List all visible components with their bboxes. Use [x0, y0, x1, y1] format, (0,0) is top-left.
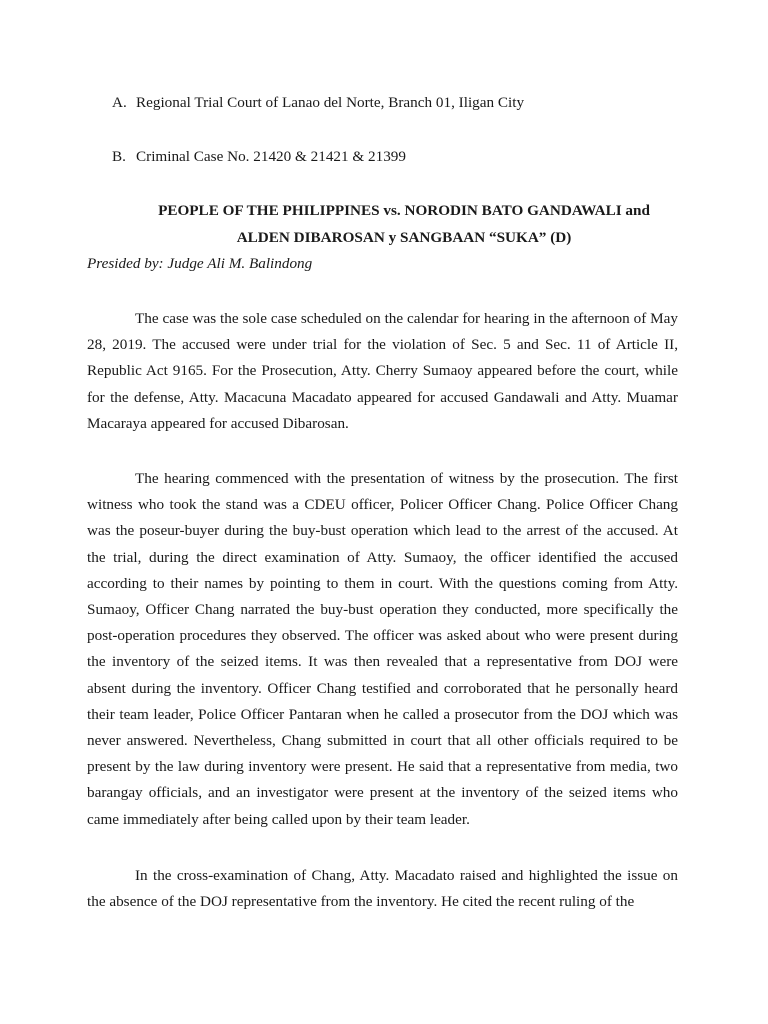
paragraph-cross-examination: In the cross-examination of Chang, Atty. Macadato raised and highlighted the issue on the absence of the DOJ representative from the inventory. He cited the recent ruling of the	[87, 867, 678, 911]
case-title-line-2: ALDEN DIBAROSAN y SANGBAAN “SUKA” (D)	[236, 229, 572, 246]
list-marker-b: B.	[112, 148, 126, 165]
case-title-line-1: PEOPLE OF THE PHILIPPINES vs. NORODIN BATO GANDAWALI and	[158, 202, 650, 219]
paragraph-case-summary: The case was the sole case scheduled on the calendar for hearing in the afternoon of May 28, 2019. The accused were under trial for the violation of Sec. 5 and Sec. 11 of Article II, Republic Act 9165. For the Prosecution, Atty. Cherry Sumaoy appeared before the court, while for the defense, Atty. Macacuna Macadato appeared for accused Gandawali and Atty. Muamar Macaraya appeared for accused Dibarosan.	[87, 310, 678, 432]
list-item-court	[112, 93, 524, 113]
list-item-case-number	[112, 147, 406, 167]
paragraph-hearing: The hearing commenced with the presentation of witness by the prosecution. The first witness who took the stand was a CDEU officer, Policer Officer Chang. Police Officer Chang was the poseur-buyer during the buy-bust operation which lead to the arrest of the accused. At the trial, during the direct examination of Atty. Sumaoy, the officer identified the accused according to their names by pointing to them in court. With the questions coming from Atty. Sumaoy, Officer Chang narrated the buy-bust operation they conducted, more specifically the post-operation procedures they observed. The officer was asked about who were present during the inventory of the seized items. It was then revealed that a representative from DOJ were absent during the inventory. Officer Chang testified and corroborated that he personally heard their team leader, Police Officer Pantaran when he called a prosecutor from the DOJ which was never answered. Nevertheless, Chang submitted in court that all other officials required to be present by the law during inventory were present. He said that a representative from media, two barangay officials, and an investigator were present at the inventory of the seized items who came immediately after being called upon by their team leader.	[87, 470, 678, 828]
list-marker-a: A.	[112, 94, 127, 111]
case-number: Criminal Case No. 21420 & 21421 & 21399	[136, 148, 406, 165]
court-name: Regional Trial Court of Lanao del Norte, Branch 01, Iligan City	[136, 94, 525, 111]
presiding-judge: Presided by: Judge Ali M. Balindong	[87, 255, 313, 272]
